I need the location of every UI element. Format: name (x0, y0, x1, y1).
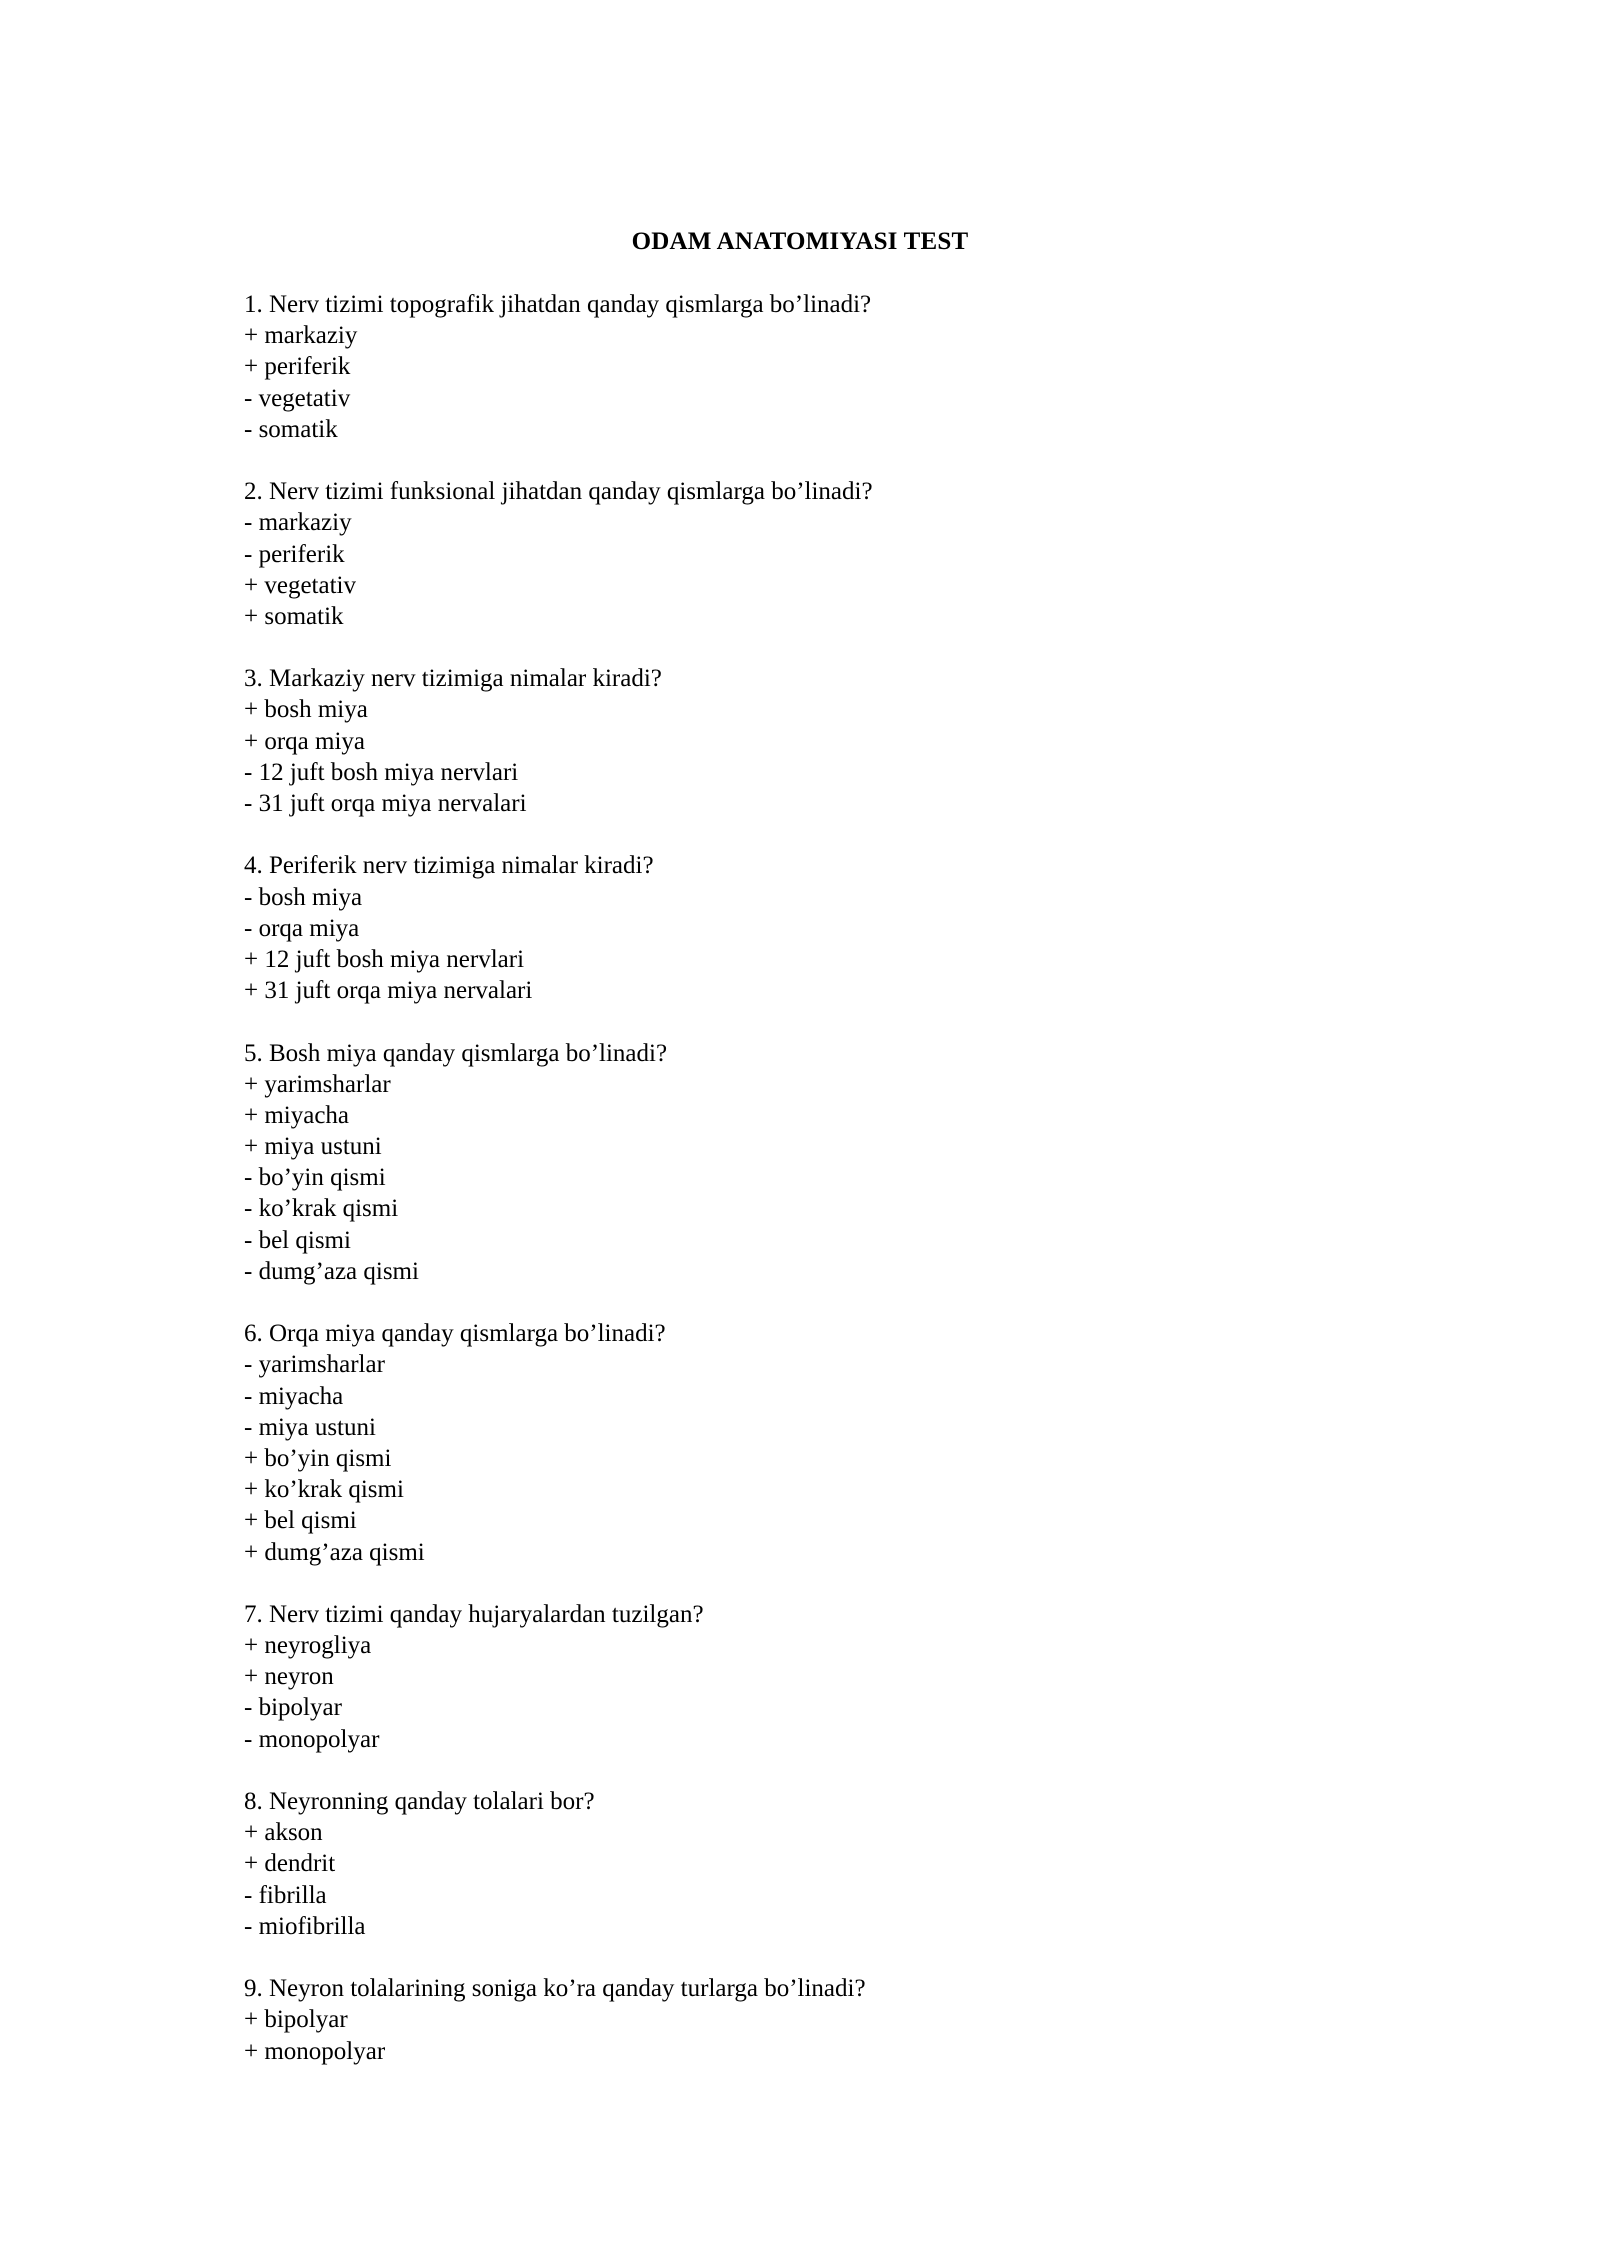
answer-option: + 12 juft bosh miya nervlari (244, 945, 525, 973)
answer-option: - 12 juft bosh miya nervlari (244, 758, 519, 786)
answer-option: + neyron (244, 1663, 334, 1691)
question-block (244, 1599, 1444, 1755)
question-block (244, 850, 1444, 1006)
question-block (244, 1973, 1444, 2067)
question-text: 3. Markaziy nerv tizimiga nimalar kiradi? (244, 665, 662, 693)
answer-option: - 31 juft orqa miya nervalari (244, 790, 527, 817)
answer-option: + orqa miya (244, 727, 366, 755)
answer-option: - markaziy (244, 509, 352, 537)
answer-option: + yarimsharlar (244, 1070, 391, 1098)
answer-option: + miyacha (244, 1101, 350, 1129)
question-text: 8. Neyronning qanday tolalari bor? (244, 1788, 595, 1815)
answer-option: - ko’krak qismi (244, 1195, 399, 1223)
question-block (244, 1038, 1444, 1288)
question-text: 7. Nerv tizimi qanday hujaryalardan tuzilgan? (244, 1600, 704, 1628)
question-text: 5. Bosh miya qanday qismlarga bo’linadi? (244, 1039, 668, 1067)
answer-option: - bel qismi (244, 1226, 351, 1254)
answer-option: - dumg’aza qismi (244, 1257, 419, 1285)
question-block (244, 1786, 1444, 1942)
question-text: 4. Periferik nerv tizimiga nimalar kiradi? (244, 852, 654, 880)
document-title: ODAM ANATOMIYASI TEST (631, 228, 969, 255)
answer-option: + monopolyar (244, 2037, 386, 2065)
question-block (244, 476, 1444, 632)
answer-option: + 31 juft orqa miya nervalari (244, 977, 533, 1005)
answer-option: - bosh miya (244, 883, 363, 911)
answer-option: + bipolyar (244, 2006, 348, 2034)
question-block (244, 1318, 1444, 1568)
answer-option: - vegetativ (244, 384, 351, 412)
answer-option: - fibrilla (244, 1881, 327, 1909)
answer-option: + markaziy (244, 322, 358, 350)
answer-option: + miya ustuni (244, 1133, 382, 1161)
answer-option: - miofibrilla (244, 1912, 366, 1940)
answer-option: - monopolyar (244, 1725, 380, 1753)
answer-option: + dumg’aza qismi (244, 1538, 425, 1566)
question-text: 9. Neyron tolalarining soniga ko’ra qanday turlarga bo’linadi? (244, 1975, 866, 2003)
answer-option: + vegetativ (244, 571, 356, 599)
answer-option: - somatik (244, 415, 338, 443)
answer-option: - yarimsharlar (244, 1351, 385, 1379)
question-block (244, 289, 1444, 445)
question-text: 6. Orqa miya qanday qismlarga bo’linadi? (244, 1320, 666, 1348)
answer-option: - bipolyar (244, 1694, 342, 1722)
question-text: 1. Nerv tizimi topografik jihatdan qanday qismlarga bo’linadi? (244, 291, 872, 318)
answer-option: + somatik (244, 602, 344, 630)
question-block (244, 663, 1444, 819)
answer-option: - miyacha (244, 1382, 344, 1410)
answer-option: + bel qismi (244, 1507, 357, 1535)
answer-option: - bo’yin qismi (244, 1164, 386, 1192)
answer-option: - orqa miya (244, 914, 360, 942)
question-text: 2. Nerv tizimi funksional jihatdan qanday qismlarga bo’linadi? (244, 478, 873, 506)
answer-option: + bo’yin qismi (244, 1444, 392, 1472)
answer-option: + akson (244, 1819, 323, 1847)
answer-option: - periferik (244, 540, 345, 568)
answer-option: + bosh miya (244, 696, 368, 724)
answer-option: + ko’krak qismi (244, 1476, 404, 1504)
question-list (244, 289, 1444, 2098)
answer-option: + neyrogliya (244, 1632, 372, 1660)
answer-option: + periferik (244, 353, 351, 381)
answer-option: + dendrit (244, 1850, 336, 1878)
answer-option: - miya ustuni (244, 1413, 376, 1441)
